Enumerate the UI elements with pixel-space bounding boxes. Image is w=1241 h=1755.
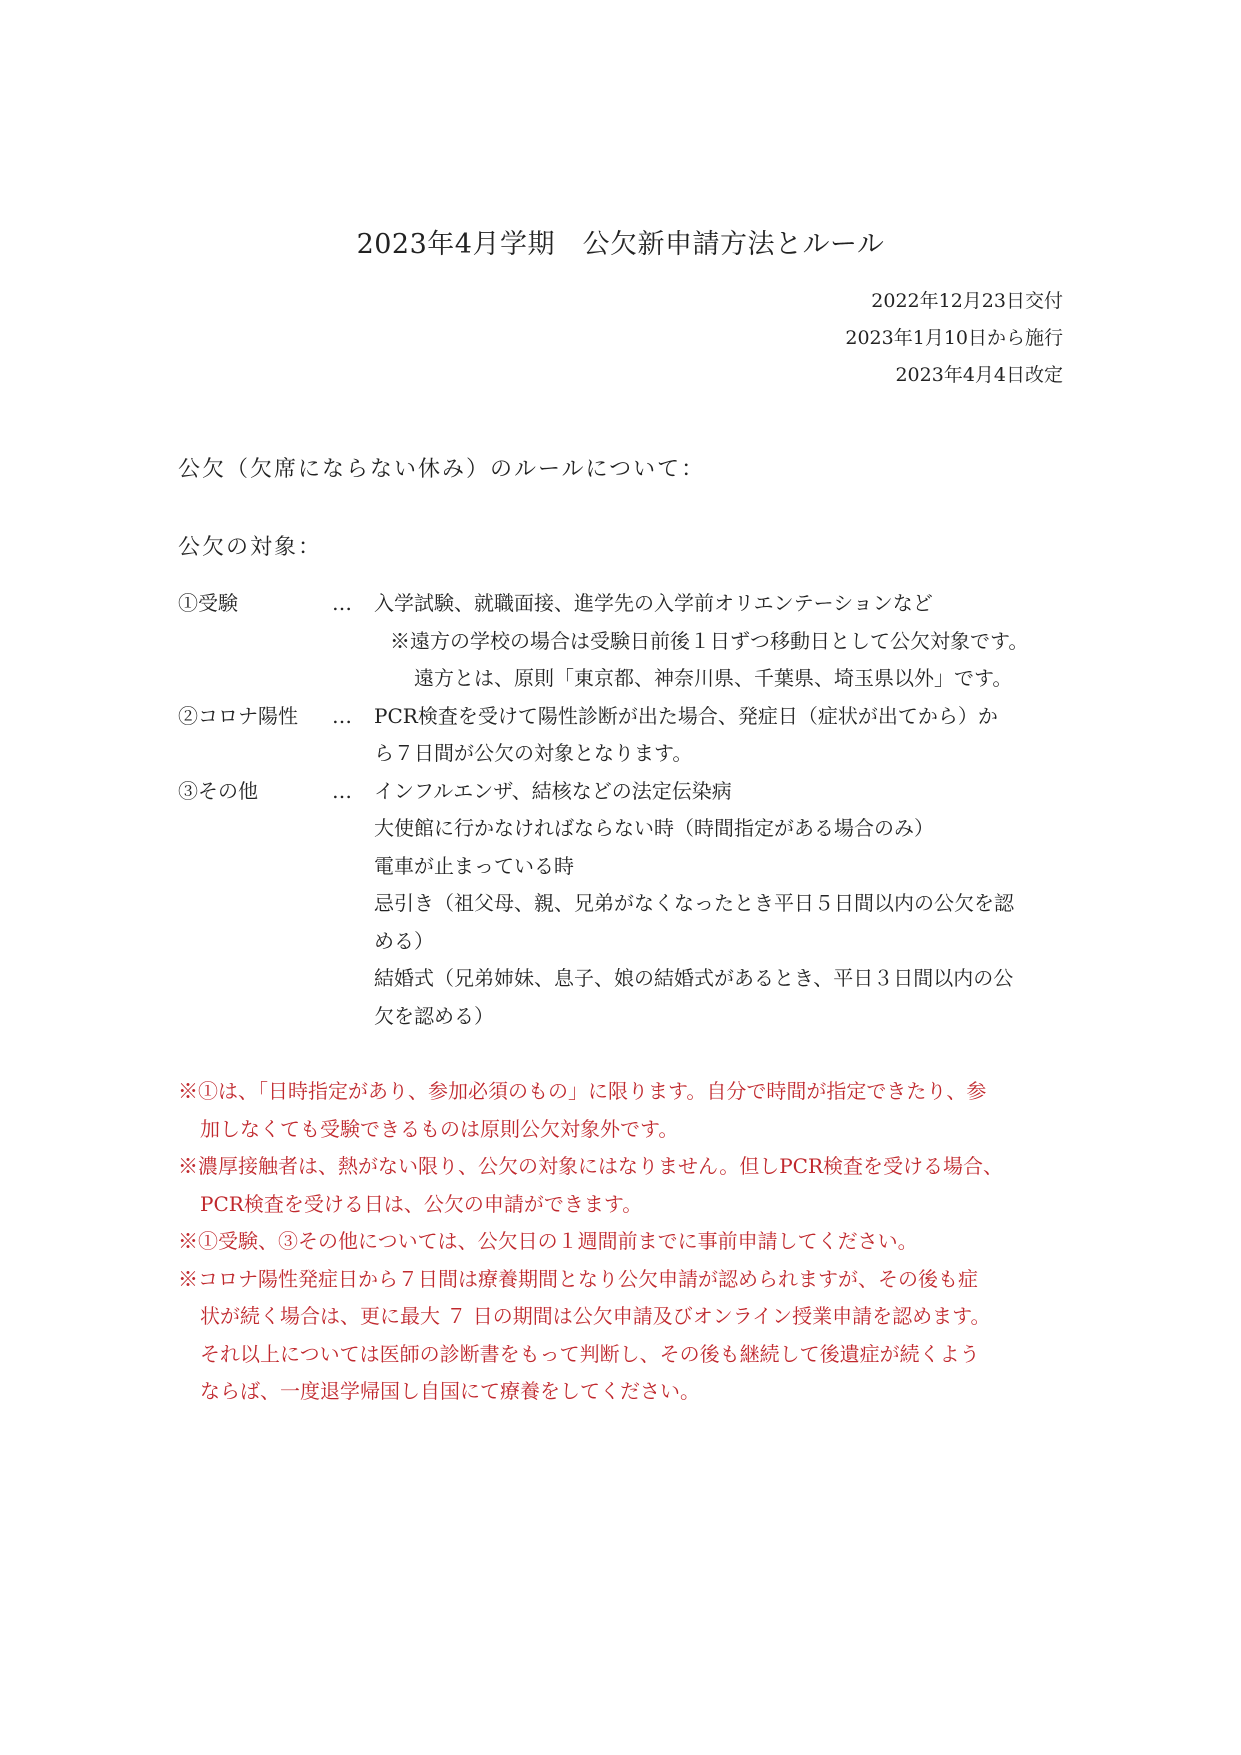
ellipsis: …: [332, 703, 352, 728]
item-subnote: 遠方とは、原則「東京都、神奈川県、千葉県、埼玉県以外」です。: [414, 666, 1013, 690]
item-body: [374, 773, 1068, 1036]
note-line: 状が続く場合は、更に最大 ７ 日の期間は公欠申請及びオンライン授業申請を認めます。: [200, 1304, 991, 1328]
note-line: PCR検査を受ける日は、公欠の申請ができます。: [200, 1191, 643, 1216]
note-line: ※①受験、③その他については、公欠日の１週間前までに事前申請してください。: [178, 1229, 918, 1253]
note-line: それ以上については医師の診断書をもって判断し、その後も継続して後遺症が続くよう: [200, 1341, 980, 1366]
note-covid-recovery: [178, 1261, 1068, 1411]
item-line: 欠を認める）: [374, 1003, 494, 1028]
item-label: ③その他: [178, 778, 258, 803]
item-exam: [178, 585, 1068, 698]
note-line: ならば、一度退学帰国し自国にて療養をしてください。: [200, 1379, 700, 1403]
item-label: ②コロナ陽性: [178, 703, 298, 728]
note-line: ※コロナ陽性発症日から７日間は療養期間となり公欠申請が認められますが、その後も症: [178, 1266, 978, 1291]
item-subnote: ※遠方の学校の場合は受験日前後１日ずつ移動日として公欠対象です。: [390, 628, 1029, 653]
targets-heading: 公欠の対象：: [178, 535, 323, 560]
target-list: [178, 585, 1068, 1035]
revision-date: 2023年4月4日改定: [895, 364, 1063, 386]
rules-heading: 公欠（欠席にならない休み）のルールについて：: [178, 457, 706, 482]
issue-date: 2022年12月23日交付: [871, 290, 1063, 312]
item-line: 電車が止まっている時: [374, 853, 574, 878]
item-line: 忌引き（祖父母、親、兄弟がなくなったとき平日５日間以内の公欠を認: [374, 891, 1014, 915]
note-line: ※①は、「日時指定があり、参加必須のもの」に限ります。自分で時間が指定できたり、参: [178, 1079, 987, 1103]
document-title: 2023年4月学期 公欠新申請方法とルール: [356, 229, 885, 260]
item-covid: [178, 698, 1068, 773]
notes-block: [178, 1073, 1068, 1411]
item-body: [374, 585, 1068, 698]
note-advance-application: [178, 1223, 1068, 1261]
note-line: 加しなくても受験できるものは原則公欠対象外です。: [200, 1116, 679, 1141]
item-line: 大使館に行かなければならない時（時間指定がある場合のみ）: [374, 816, 934, 840]
item-body: [374, 698, 1068, 773]
item-line: ら７日間が公欠の対象となります。: [374, 741, 693, 765]
item-line: 入学試験、就職面接、進学先の入学前オリエンテーションなど: [374, 591, 933, 615]
ellipsis: …: [332, 591, 352, 615]
item-line: インフルエンザ、結核などの法定伝染病: [374, 778, 732, 803]
date-block: [845, 283, 1063, 394]
note-exam-condition: [178, 1073, 1068, 1148]
effective-date: 2023年1月10日から施行: [845, 327, 1063, 349]
note-close-contact: [178, 1148, 1068, 1223]
item-other: [178, 773, 1068, 1036]
item-line: める）: [374, 928, 434, 953]
ellipsis: …: [332, 778, 352, 803]
note-line: ※濃厚接触者は、熱がない限り、公欠の対象にはなりません。但しPCR検査を受ける場合、: [178, 1154, 1004, 1178]
item-label: ①受験: [178, 591, 238, 615]
item-line: 結婚式（兄弟姉妹、息子、娘の結婚式があるとき、平日３日間以内の公: [374, 966, 1014, 990]
item-line: PCR検査を受けて陽性診断が出た場合、発症日（症状が出てから）か: [374, 703, 998, 728]
